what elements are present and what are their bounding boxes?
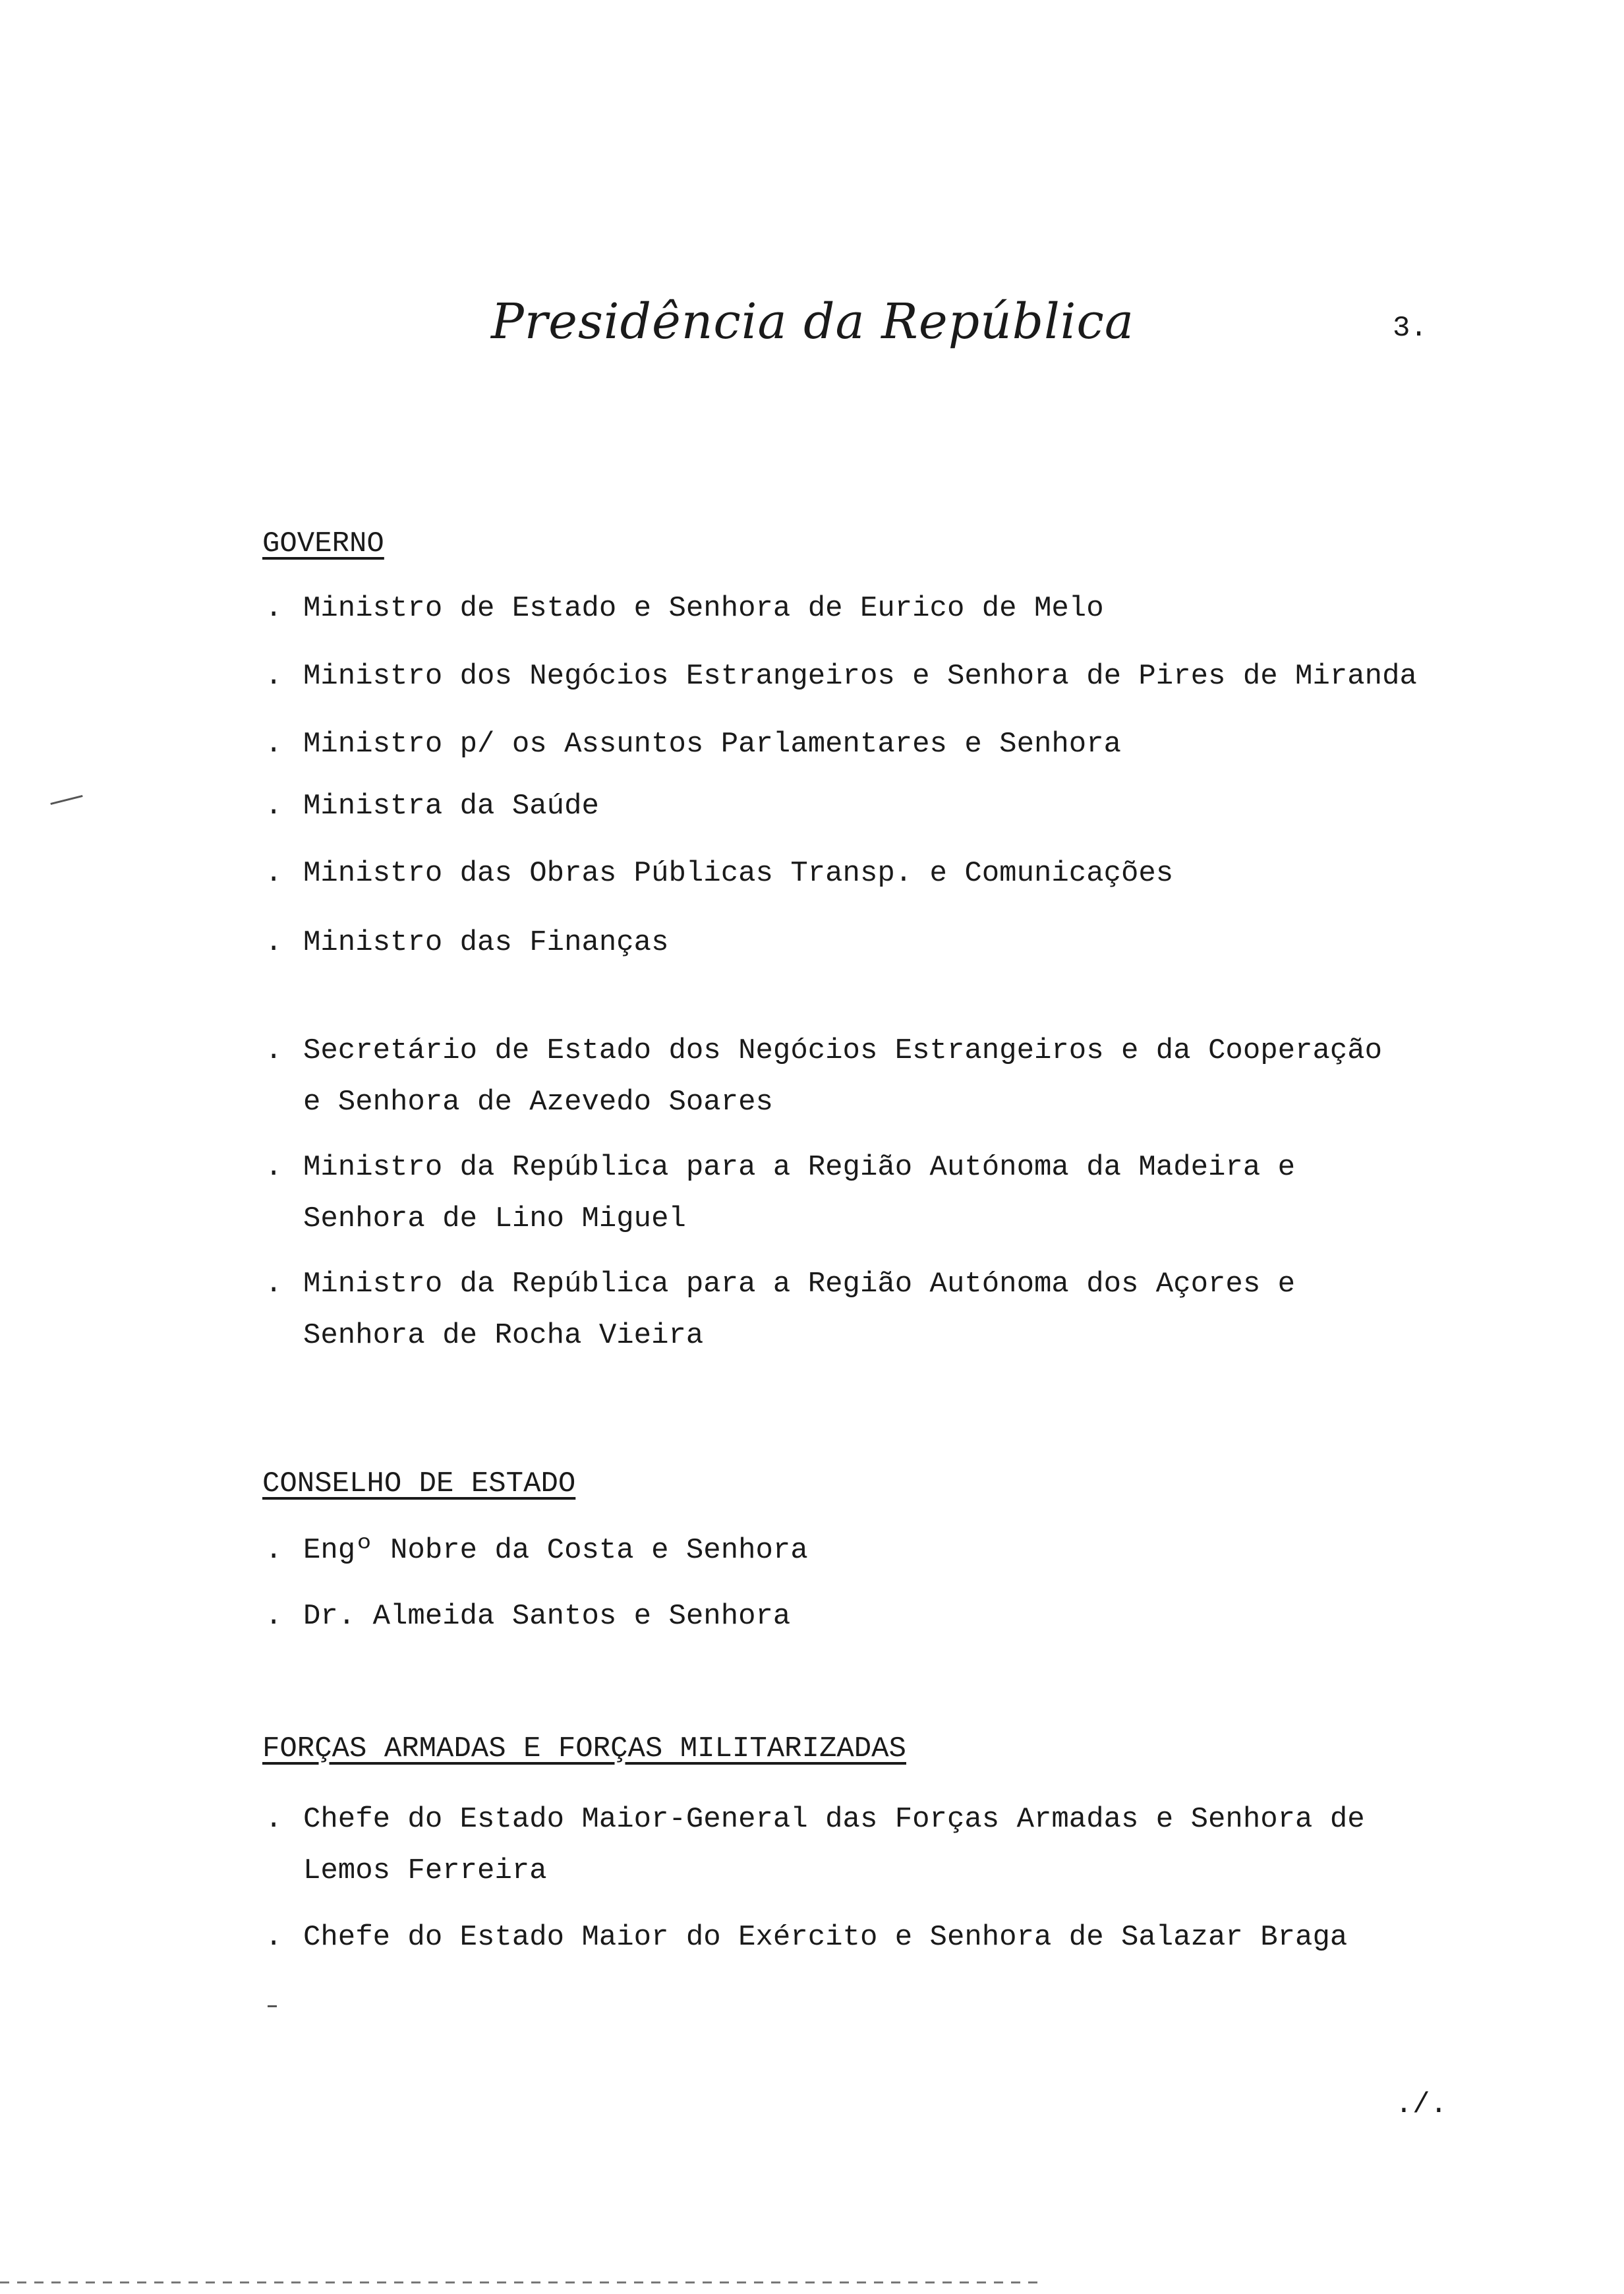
scan-edge-line bbox=[0, 2281, 1041, 2283]
list-item: . Ministro das Finanças bbox=[262, 917, 1417, 968]
list-item: . Ministro p/ os Assuntos Parlamentares e Senhora bbox=[262, 719, 1417, 770]
list-item: . Ministra da Saúde bbox=[262, 780, 1417, 832]
margin-dash bbox=[268, 2005, 277, 2007]
page-number: 3. bbox=[1393, 312, 1428, 345]
section-title-forcas-armadas: FORÇAS ARMADAS E FORÇAS MILITARIZADAS bbox=[262, 1732, 906, 1765]
governo-list bbox=[262, 583, 1417, 1361]
continuation-mark: ./. bbox=[1395, 2088, 1447, 2121]
list-item: . Ministro das Obras Públicas Transp. e Comunicações bbox=[262, 848, 1417, 899]
list-item: . Ministro de Estado e Senhora de Eurico de Melo bbox=[262, 583, 1417, 634]
margin-stroke bbox=[50, 795, 82, 805]
conselho-list bbox=[262, 1525, 808, 1642]
section-title-conselho-de-estado: CONSELHO DE ESTADO bbox=[262, 1467, 576, 1500]
list-item: . Chefe do Estado Maior-General das Forças Armadas e Senhora de Lemos Ferreira bbox=[262, 1794, 1365, 1897]
section-title-governo: GOVERNO bbox=[262, 527, 384, 560]
list-item: . Ministro da República para a Região Autónoma da Madeira e Senhora de Lino Miguel bbox=[262, 1142, 1417, 1245]
list-item: . Ministro dos Negócios Estrangeiros e Senhora de Pires de Miranda bbox=[262, 651, 1417, 702]
forcas-list bbox=[262, 1794, 1365, 1963]
list-item: . Engº Nobre da Costa e Senhora bbox=[262, 1525, 808, 1576]
letterhead-presidencia-da-republica: Presidência da República bbox=[491, 293, 1134, 350]
list-item: . Ministro da República para a Região Autónoma dos Açores e Senhora de Rocha Vieira bbox=[262, 1258, 1417, 1361]
list-item: . Chefe do Estado Maior do Exército e Senhora de Salazar Braga bbox=[262, 1912, 1365, 1963]
list-item: . Secretário de Estado dos Negócios Estrangeiros e da Cooperação e Senhora de Azevedo Soares bbox=[262, 1025, 1417, 1128]
list-item: . Dr. Almeida Santos e Senhora bbox=[262, 1591, 808, 1642]
